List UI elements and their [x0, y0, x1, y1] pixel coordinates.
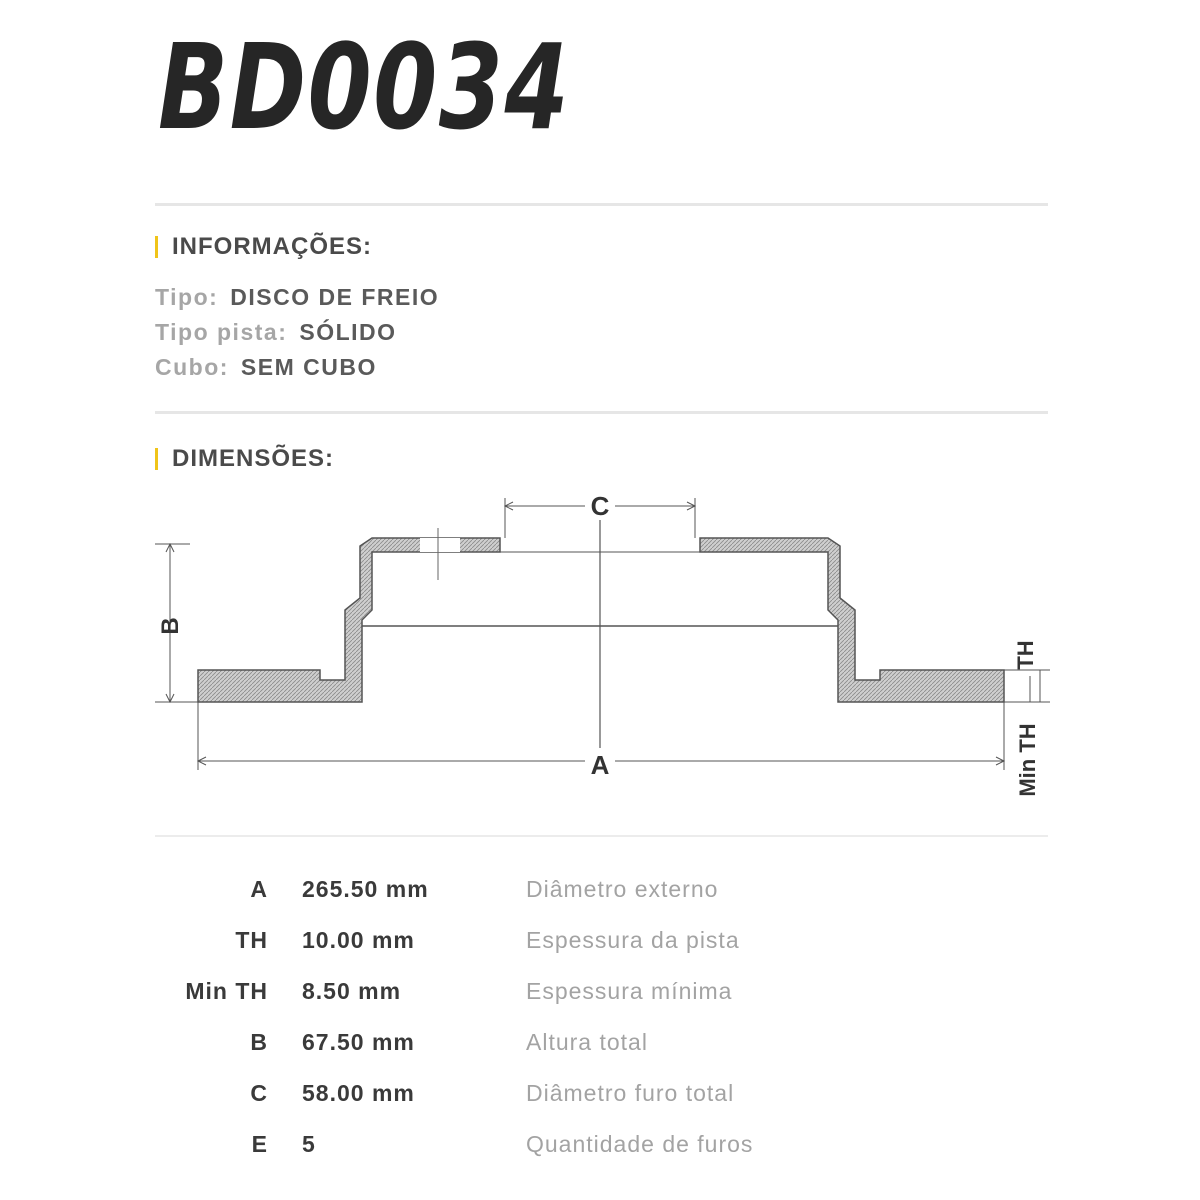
- info-key: Tipo:: [155, 284, 219, 310]
- dimensions-heading-label: DIMENSÕES:: [172, 445, 335, 472]
- divider: [155, 411, 1048, 414]
- divider: [155, 203, 1048, 206]
- spec-value: 67.50 mm: [302, 1029, 415, 1055]
- spec-description: Espessura mínima: [526, 978, 733, 1004]
- dim-b-label: B: [157, 617, 184, 635]
- info-key: Cubo:: [155, 354, 229, 380]
- info-value: SEM CUBO: [240, 354, 377, 380]
- spec-value: 5: [302, 1131, 316, 1157]
- spec-code: E: [251, 1131, 268, 1157]
- spec-row: [0, 1131, 1200, 1171]
- spec-value: 10.00 mm: [302, 927, 415, 953]
- dim-minth-label: Min TH: [1015, 723, 1040, 797]
- spec-code: B: [250, 1029, 268, 1055]
- spec-code: A: [250, 876, 268, 902]
- spec-row: [0, 978, 1200, 1018]
- info-value: DISCO DE FREIO: [230, 284, 440, 310]
- spec-code: Min TH: [185, 978, 268, 1004]
- spec-row: [0, 1029, 1200, 1069]
- dim-a-label: A: [590, 750, 610, 780]
- spec-value: 58.00 mm: [302, 1080, 415, 1106]
- spec-description: Diâmetro furo total: [526, 1080, 735, 1106]
- spec-description: Diâmetro externo: [526, 876, 719, 902]
- product-code: BD0034: [158, 18, 571, 156]
- spec-code: C: [250, 1080, 268, 1106]
- heading-accent-bar: [155, 448, 158, 470]
- brake-disc-diagram: [0, 480, 1200, 820]
- spec-description: Altura total: [526, 1029, 648, 1055]
- info-value: SÓLIDO: [299, 319, 397, 345]
- dimensions-heading: [155, 445, 334, 473]
- spec-value: 8.50 mm: [302, 978, 402, 1004]
- spec-value: 265.50 mm: [302, 876, 429, 902]
- spec-row: [0, 1080, 1200, 1120]
- dim-th-label: TH: [1013, 640, 1038, 670]
- heading-accent-bar: [155, 236, 158, 258]
- spec-row: [0, 927, 1200, 967]
- info-row-tipo-pista: [155, 319, 397, 346]
- divider: [155, 835, 1048, 837]
- spec-code: TH: [235, 927, 268, 953]
- info-row-tipo: [155, 284, 439, 311]
- spec-description: Quantidade de furos: [526, 1131, 754, 1157]
- info-row-cubo: [155, 354, 377, 381]
- info-key: Tipo pista:: [155, 319, 288, 345]
- info-heading: [155, 233, 372, 261]
- bolt-hole-gap: [420, 538, 460, 552]
- dim-c-label: C: [590, 491, 610, 521]
- spec-description: Espessura da pista: [526, 927, 740, 953]
- spec-row: [0, 876, 1200, 916]
- disc-cross-section: [198, 538, 1004, 702]
- info-heading-label: INFORMAÇÕES:: [172, 233, 372, 260]
